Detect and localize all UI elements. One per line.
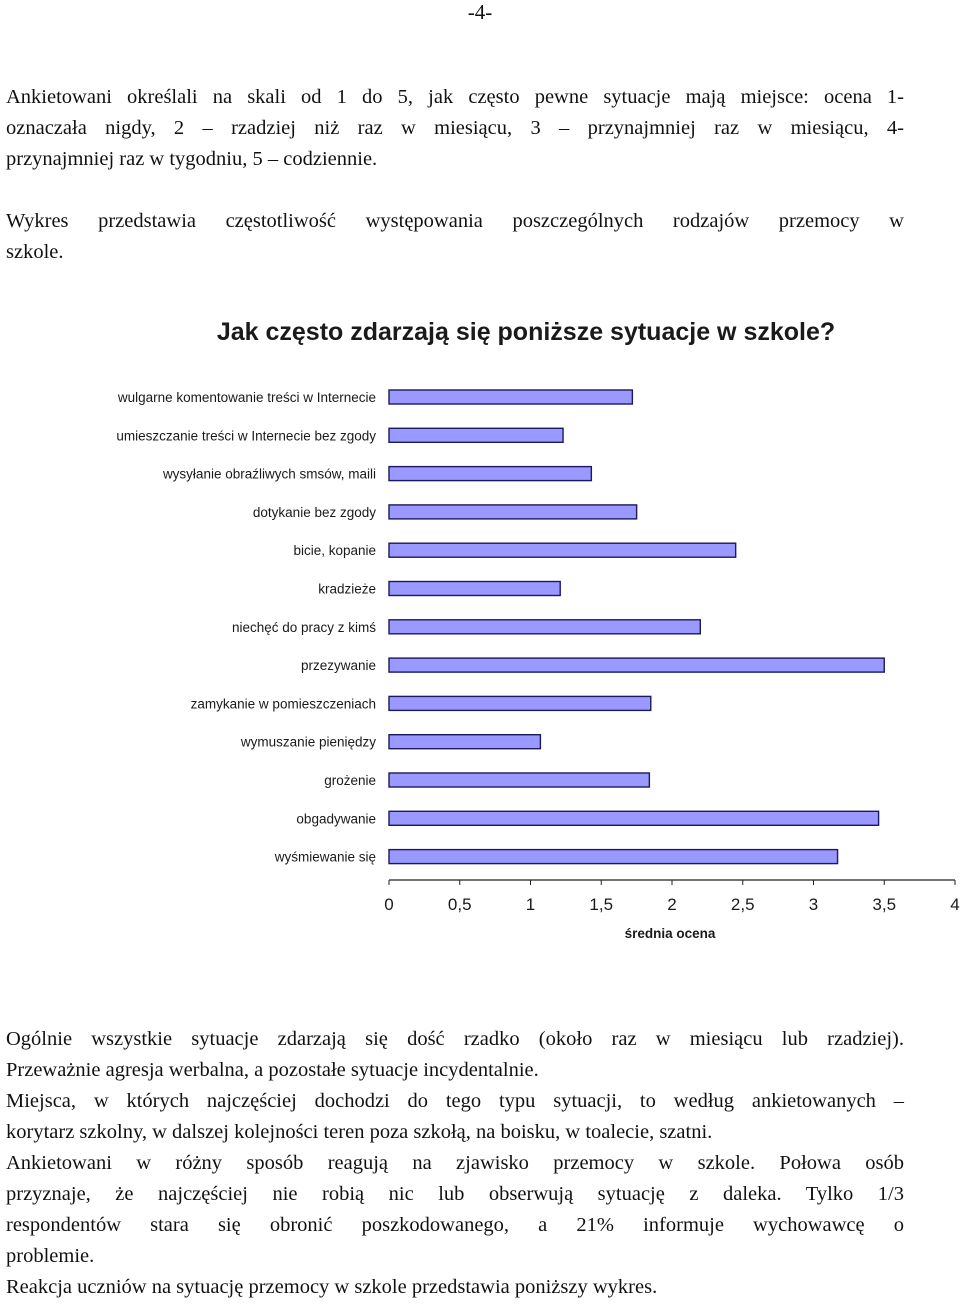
bar	[389, 773, 649, 787]
category-label: dotykanie bez zgody	[252, 504, 376, 520]
bar	[389, 696, 651, 710]
summary-line: Miejsca, w których najczęściej dochodzi do tego typu sytuacji, to według ankietowanych –	[6, 1090, 904, 1112]
summary-line: przyznaje, że najczęściej nie robią nic lub obserwują sytuację z daleka. Tylko 1/3	[6, 1183, 904, 1205]
bar	[389, 467, 591, 481]
bars-layer	[389, 390, 884, 864]
bar	[389, 620, 700, 634]
category-label: niechęć do pracy z kimś	[231, 619, 376, 635]
intro-line: przynajmniej raz w tygodniu, 5 – codziennie.	[6, 148, 378, 170]
bar	[389, 811, 879, 825]
x-tick-label: 0	[384, 895, 394, 914]
category-labels	[116, 390, 376, 865]
bar	[389, 582, 560, 596]
category-label: bicie, kopanie	[293, 543, 376, 559]
bar	[389, 390, 632, 404]
category-label: obgadywanie	[296, 811, 376, 827]
category-label: wysyłanie obraźliwych smsów, maili	[162, 466, 376, 482]
category-label: przezywanie	[300, 658, 376, 674]
category-label: wymuszanie pieniędzy	[240, 734, 376, 750]
chart-note-line: szkole.	[6, 241, 64, 263]
x-tick-label: 4	[950, 895, 960, 914]
category-label: kradzieże	[318, 581, 376, 597]
x-tick-label: 1	[525, 895, 536, 914]
summary-line: Ankietowani w różny sposób reagują na zjawisko przemocy w szkole. Połowa osób	[6, 1152, 904, 1174]
bar	[389, 850, 838, 864]
summary-line: korytarz szkolny, w dalszej kolejności teren poza szkołą, na boisku, w toalecie, szatni.	[6, 1121, 713, 1143]
x-tick-label: 3	[808, 895, 819, 914]
summary-paragraph	[6, 1024, 904, 1303]
summary-line: Przeważnie agresja werbalna, a pozostałe sytuacje incydentalnie.	[6, 1059, 539, 1081]
x-tick-label: 1,5	[589, 895, 614, 914]
category-label: zamykanie w pomieszczeniach	[190, 696, 376, 712]
x-tick-label: 2	[667, 895, 677, 914]
chart-note-line: Wykres przedstawia częstotliwość występowania poszczególnych rodzajów przemocy w	[6, 210, 904, 232]
bar	[389, 735, 540, 749]
page-number: -4-	[467, 0, 493, 24]
bar	[389, 658, 884, 672]
summary-line: Ogólnie wszystkie sytuacje zdarzają się dość rzadko (około raz w miesiącu lub rzadziej).	[6, 1028, 904, 1050]
bar	[389, 543, 736, 557]
summary-line: respondentów stara się obronić poszkodowanego, a 21% informuje wychowawcę o	[6, 1214, 904, 1236]
category-label: umieszczanie treści w Internecie bez zgody	[116, 428, 376, 444]
x-tick-label: 0,5	[447, 895, 472, 914]
x-axis	[384, 880, 959, 914]
category-label: wyśmiewanie się	[274, 849, 376, 865]
chart-note-paragraph	[6, 206, 904, 268]
summary-line: problemie.	[6, 1245, 95, 1267]
category-label: grożenie	[324, 773, 376, 788]
bar-chart	[0, 300, 960, 960]
intro-line: oznaczała nigdy, 2 – rzadziej niż raz w miesiącu, 3 – przynajmniej raz w miesiącu, 4-	[6, 117, 904, 139]
x-axis-label: średnia ocena	[624, 926, 716, 941]
chart-title: Jak często zdarzają się poniższe sytuacje w szkole?	[216, 318, 836, 346]
category-label: wulgarne komentowanie treści w Internecie	[117, 390, 376, 405]
bar	[389, 428, 563, 442]
intro-line: Ankietowani określali na skali od 1 do 5, jak często pewne sytuacje mają miejsce: ocena 1-	[6, 86, 904, 108]
bar	[389, 505, 637, 519]
intro-paragraph	[6, 82, 904, 175]
x-tick-label: 3,5	[872, 895, 897, 914]
x-tick-label: 2,5	[730, 895, 755, 914]
summary-line: Reakcja uczniów na sytuację przemocy w szkole przedstawia poniższy wykres.	[6, 1276, 658, 1298]
